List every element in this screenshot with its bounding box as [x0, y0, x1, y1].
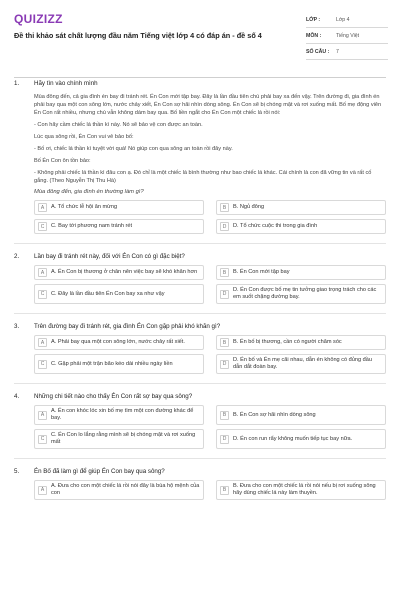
option-letter: D: [220, 290, 229, 299]
passage-paragraph: - Bố ơi, chiếc lá thần kì tuyệt vời quá! Nó giúp con qua sông an toàn rồi đây này.: [34, 145, 233, 152]
option-letter: B: [220, 203, 229, 212]
answer-options: [34, 405, 386, 449]
answer-option-c[interactable]: [34, 284, 204, 304]
option-text: A. Tổ chức lễ hội ăn mừng: [51, 204, 118, 211]
option-text: A. Phải bay qua một con sông lớn, nước chảy rất xiết.: [51, 339, 185, 346]
question-2: [14, 253, 386, 304]
question-divider: [14, 313, 386, 314]
question-divider: [14, 383, 386, 384]
meta-label: LỚP :: [306, 16, 321, 23]
option-text: D. Én bố và Én mẹ cãi nhau, dẫn én không có đủng đầu dẫn dắt đoàn bay.: [233, 357, 373, 371]
option-letter: B: [220, 411, 229, 420]
reading-passage: [34, 94, 386, 185]
meta-label: SỐ CÂU :: [306, 48, 330, 55]
question-head: [14, 393, 386, 400]
passage-paragraph: Lúc qua sông rồi, Én Con vui vẻ bảo bố:: [34, 133, 134, 140]
answer-options: [34, 200, 386, 234]
question-number: 1.: [14, 80, 20, 87]
passage-paragraph: - Không phải chiếc lá thần kì đâu con ạ. Đó chỉ là một chiếc lá bình thường như bao chiếc lá khác. Cái chính là con đã vững tin và rất cố gắng. (Theo Nguyễn Thị Thu Hà): [34, 169, 372, 184]
option-letter: D: [220, 360, 229, 369]
document-title: Đề thi khảo sát chất lượng đầu năm Tiếng việt lớp 4 có đáp án - đề số 4: [14, 31, 262, 40]
question-head: [14, 80, 386, 87]
answer-option-c[interactable]: [34, 354, 204, 374]
option-text: A. Đưa cho con một chiếc lá rồi nói đây là bùa hộ mệnh của con: [51, 483, 200, 497]
passage-paragraph: Mùa đông đến, cả gia đình én bay đi tránh rét. Én Con mới tập bay. Đây là lần đầu tiên chú phải bay xa đến vậy. Trên đường đi, gia đình én phải bay qua một con sông lớn, nước chảy xiết, Én Con sợ hãi nhìn dòng sông. Én Con sẽ bị chóng mặt và rơi xuống mất. Bố mẹ động viên Én Con rất nhiều, nhưng chú vẫn không dám bay qua. Bố liền ngắt cho Én Con một chiếc lá rồi nói:: [34, 94, 382, 116]
answer-options: [34, 480, 386, 500]
option-letter: B: [220, 338, 229, 347]
passage-paragraph: - Con hãy cầm chiếc lá thần kì này. Nó sẽ bảo vệ con được an toàn.: [34, 121, 203, 128]
option-text: D. Tổ chức cuộc thi trong gia đình: [233, 223, 318, 230]
option-letter: B: [220, 268, 229, 277]
question-1: [14, 80, 386, 234]
question-prompt: Mùa đông đến, gia đình én thường làm gì?: [34, 189, 144, 196]
answer-option-a[interactable]: [34, 405, 204, 425]
answer-option-c[interactable]: [34, 219, 204, 234]
option-text: B. Én Con sợ hãi nhìn dòng sông: [233, 411, 316, 418]
quizizz-logo: QUIZIZZ: [14, 12, 63, 26]
question-number: 4.: [14, 393, 20, 401]
option-text: D. Én con run rẩy không muốn tiếp tục bay nữa.: [233, 435, 353, 442]
option-text: C. Gặp phải một trận bão kéo dài nhiều ngày liền: [51, 360, 173, 367]
answer-option-b[interactable]: [216, 480, 386, 500]
question-text: Trên đường bay đi tránh rét, gia đình Én Con gặp phải khó khăn gì?: [34, 323, 221, 331]
page-header: [0, 0, 400, 72]
option-text: B. Én bố bị thương, cần có người chăm sóc: [233, 339, 342, 346]
question-divider: [14, 243, 386, 244]
answer-options: [34, 265, 386, 304]
answer-option-d[interactable]: [216, 284, 386, 304]
question-text: Hãy tìn vào chính mình: [34, 80, 98, 87]
passage-paragraph: Bố Én Con ôn tồn bảo:: [34, 157, 91, 164]
option-letter: A: [38, 486, 47, 495]
option-letter: A: [38, 411, 47, 420]
question-list: [14, 80, 386, 500]
option-letter: C: [38, 435, 47, 444]
question-text: Én Bố đã làm gì để giúp Én Con bay qua sông?: [34, 468, 165, 476]
option-text: C. Bay tới phương nam tránh rét: [51, 223, 133, 230]
option-text: B. Đưa cho con một chiếc lá rồi nói nếu bị rơi xuống sông hãy dùng chiếc lá này làm thuyền.: [233, 483, 376, 497]
option-text: A. Én con khóc lóc xin bố mẹ tìm một con đường khác để bay.: [51, 408, 194, 422]
meta-value: 7: [336, 48, 339, 55]
option-letter: D: [220, 222, 229, 231]
meta-value: Lớp 4: [336, 16, 350, 23]
answer-option-b[interactable]: [216, 335, 386, 350]
option-letter: C: [38, 360, 47, 369]
question-5: [14, 468, 386, 500]
meta-row-class: [306, 12, 388, 28]
answer-option-a[interactable]: [34, 265, 204, 280]
option-text: D. Én Con được bố mẹ tin tưởng giao trọng trách cho các em suốt chặng đường bay.: [233, 287, 377, 301]
meta-table: [306, 12, 388, 60]
question-number: 5.: [14, 468, 20, 476]
meta-row-subject: [306, 28, 388, 44]
option-letter: C: [38, 222, 47, 231]
question-number: 3.: [14, 323, 20, 331]
question-text: Lần bay đi tránh rét này, đối với Én Con có gì đặc biệt?: [34, 253, 185, 261]
answer-option-b[interactable]: [216, 405, 386, 425]
question-4: [14, 393, 386, 449]
answer-options: [34, 335, 386, 374]
meta-value: Tiếng Việt: [336, 32, 360, 39]
option-text: A. Én Con bị thương ở chân nên việc bay sẽ khó khăn hơn: [51, 269, 198, 276]
option-letter: C: [38, 290, 47, 299]
question-divider: [14, 458, 386, 459]
question-head: [14, 253, 386, 260]
question-text: Những chi tiết nào cho thấy Én Con rất sợ bay qua sông?: [34, 393, 193, 401]
option-letter: A: [38, 203, 47, 212]
question-head: [14, 323, 386, 330]
question-number: 2.: [14, 253, 20, 261]
answer-option-b[interactable]: [216, 200, 386, 215]
option-text: C. Đây là lần đầu tiên Én Con bay xa như vậy: [51, 290, 165, 297]
meta-row-count: [306, 44, 388, 60]
meta-label: MÔN :: [306, 32, 322, 39]
answer-option-c[interactable]: [34, 429, 204, 449]
header-divider: [14, 77, 386, 78]
answer-option-a[interactable]: [34, 480, 204, 500]
answer-option-b[interactable]: [216, 265, 386, 280]
option-text: B. Ngủ đông: [233, 204, 265, 211]
option-letter: B: [220, 486, 229, 495]
option-text: C. Én Con lo lắng rằng mình sẽ bị chóng mặt và rơi xuống mất: [51, 432, 196, 446]
question-head: [14, 468, 386, 475]
answer-option-d[interactable]: [216, 219, 386, 234]
option-letter: A: [38, 268, 47, 277]
question-3: [14, 323, 386, 374]
answer-option-d[interactable]: [216, 354, 386, 374]
answer-option-a[interactable]: [34, 200, 204, 215]
option-letter: D: [220, 435, 229, 444]
answer-option-a[interactable]: [34, 335, 204, 350]
answer-option-d[interactable]: [216, 429, 386, 449]
option-letter: A: [38, 338, 47, 347]
option-text: B. Én Con mới tập bay: [233, 269, 290, 276]
